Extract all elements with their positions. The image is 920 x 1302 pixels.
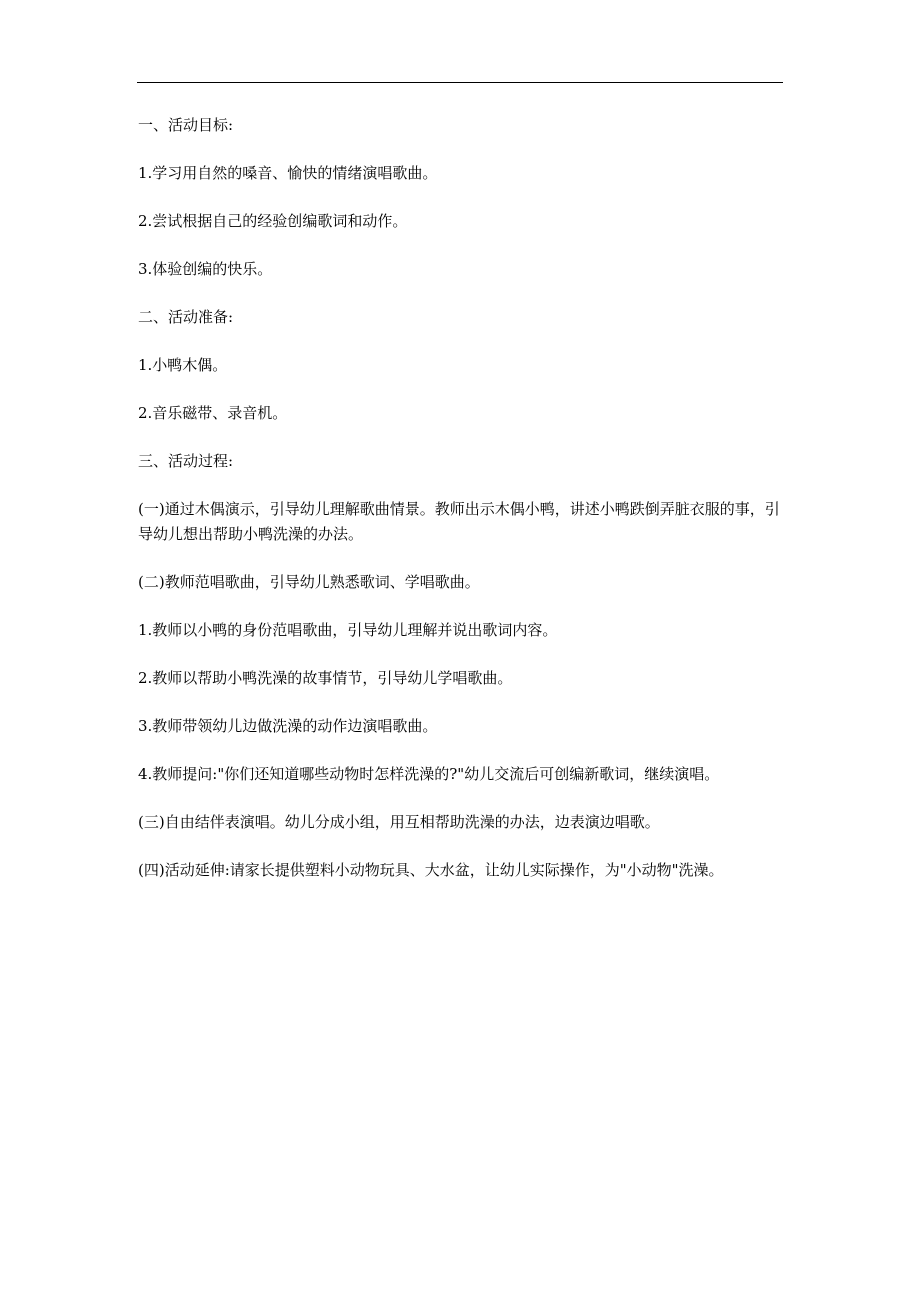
process-step-4: (四)活动延伸:请家长提供塑料小动物玩具、大水盆，让幼儿实际操作，为"小动物"洗澡。 bbox=[138, 861, 724, 879]
heading-activity-process: 三、活动过程: bbox=[138, 452, 234, 470]
heading-activity-goals: 一、活动目标: bbox=[138, 116, 234, 134]
heading-activity-preparation: 二、活动准备: bbox=[138, 308, 234, 326]
document-body bbox=[138, 113, 784, 906]
process-substep-1: 1.教师以小鸭的身份范唱歌曲，引导幼儿理解并说出歌词内容。 bbox=[138, 621, 558, 639]
header-rule bbox=[137, 82, 783, 83]
goal-item-2: 2.尝试根据自己的经验创编歌词和动作。 bbox=[138, 212, 408, 230]
process-substep-3: 3.教师带领幼儿边做洗澡的动作边演唱歌曲。 bbox=[138, 717, 438, 735]
process-step-1: (一)通过木偶演示，引导幼儿理解歌曲情景。教师出示木偶小鸭，讲述小鸭跌倒弄脏衣服的事，引导幼儿想出帮助小鸭洗澡的办法。 bbox=[138, 500, 780, 543]
process-substep-4: 4.教师提问:"你们还知道哪些动物时怎样洗澡的?"幼儿交流后可创编新歌词，继续演唱。 bbox=[138, 765, 720, 783]
goal-item-1: 1.学习用自然的嗓音、愉快的情绪演唱歌曲。 bbox=[138, 164, 438, 182]
preparation-item-2: 2.音乐磁带、录音机。 bbox=[138, 404, 288, 422]
preparation-item-1: 1.小鸭木偶。 bbox=[138, 356, 228, 374]
process-step-3: (三)自由结伴表演唱。幼儿分成小组，用互相帮助洗澡的办法，边表演边唱歌。 bbox=[138, 813, 660, 831]
goal-item-3: 3.体验创编的快乐。 bbox=[138, 260, 273, 278]
process-substep-2: 2.教师以帮助小鸭洗澡的故事情节，引导幼儿学唱歌曲。 bbox=[138, 669, 513, 687]
process-step-2: (二)教师范唱歌曲，引导幼儿熟悉歌词、学唱歌曲。 bbox=[138, 573, 480, 591]
